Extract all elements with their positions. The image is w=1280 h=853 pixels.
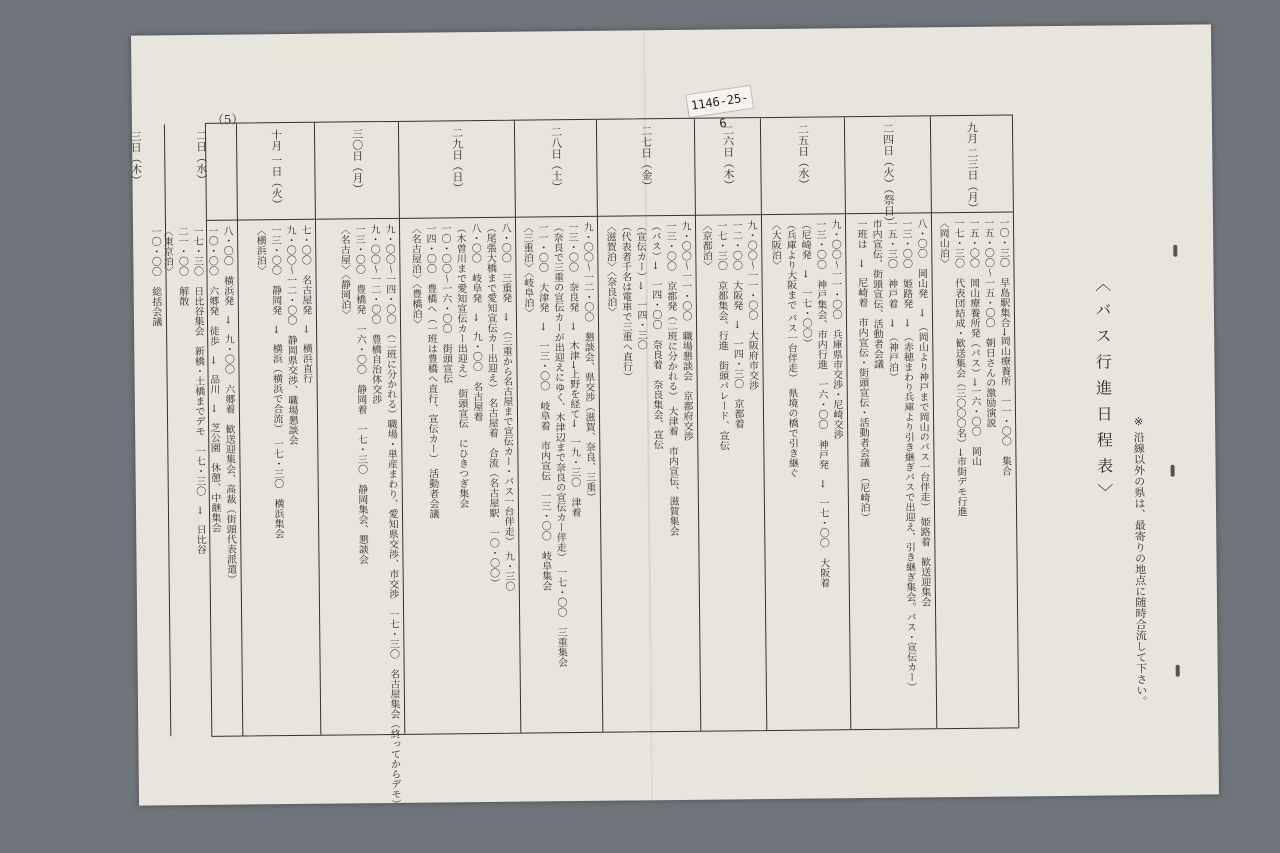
schedule-line: 八・〇〇 岡山発 → （岡山より神戸まで岡山のバス一台伴走） 姫路着 歓送迎集会 <box>914 218 931 607</box>
schedule-cell <box>602 221 696 724</box>
date-cell <box>315 128 399 213</box>
schedule-line: 一七・三〇 京都集会、行進 街頭パレード、宣伝 <box>714 220 729 451</box>
schedule-line: 一三・〇〇 神戸集会、市内行進 一六・〇〇 神戸発 → 一七・〇〇 大阪着 <box>813 219 829 588</box>
day-column <box>596 119 700 732</box>
schedule-line: 一四・〇〇 豊橋へ（一班は豊橋へ直行、宣伝カー） 活動者会議 <box>423 223 439 519</box>
schedule-line: 一五・三〇 神戸着 → （神戸泊） <box>884 218 898 383</box>
day-column <box>844 116 936 729</box>
date-label: 二五日（水） <box>796 123 811 190</box>
schedule-line: 一二・〇〇 大阪発 → 一四・三〇 京都着 <box>729 220 744 429</box>
schedule-line: 一班は → 尼崎着 市内宣伝・街頭宣伝・活動者会議 （尼崎泊） <box>854 218 870 523</box>
schedule-line: 九・〇〇〜一二・〇〇 懇談会、県交渉（滋賀、奈良、三重） <box>580 221 595 502</box>
schedule-line: 〈岡山泊〉 <box>936 218 949 269</box>
date-label: 二日（水） <box>194 129 209 186</box>
schedule-line: 一五・〇〇〜一五・〇〇 朝日さんの激励演説 <box>981 217 996 428</box>
schedule-line: 八・〇〇 横浜発 → 九・〇〇 六郷着 歓送迎集会、高裁（街頭代表派遣） <box>220 225 236 585</box>
day-column <box>106 124 170 737</box>
schedule-line: 〈東京泊〉 <box>160 226 173 277</box>
schedule-cell <box>700 220 762 723</box>
day-column <box>398 121 520 734</box>
punch-hole <box>1176 665 1180 677</box>
day-column <box>160 124 242 737</box>
schedule-cell <box>242 225 316 728</box>
schedule-line: 二一・〇〇 解散 <box>175 226 188 307</box>
day-column <box>760 117 850 730</box>
schedule-line: 一三・〇〇 京都発（二班に分かれる） 大津着 市内宣伝、滋賀集会 <box>663 220 679 537</box>
punch-hole <box>1173 245 1177 257</box>
schedule-cell <box>160 225 238 729</box>
schedule-line: （代表者千名は電車で三重へ直行） <box>618 221 632 382</box>
schedule-line: （尾張大橋まで愛知宣伝カー出迎え） 名古屋着 合流（名古屋駅 一〇・〇〇） <box>483 222 499 588</box>
page-mark: （5） <box>211 112 244 127</box>
schedule-line: （尼崎発 → 一七・〇〇） <box>798 219 812 349</box>
schedule-line: 〈横浜泊〉 <box>253 225 266 276</box>
schedule-line: 一〇・〇〇 六郷発 徒歩 → 品川 → 芝公園 休憩、中継集会 <box>205 225 221 533</box>
schedule-line: 〈京都泊〉 <box>699 220 712 271</box>
schedule-cell <box>936 217 1014 720</box>
schedule-line: 〈名古屋泊〉〈豊橋泊〉 <box>408 223 422 329</box>
date-cell <box>515 126 597 211</box>
date-label: 三日（木） <box>128 130 143 186</box>
date-label: 二八日（土） <box>549 126 564 193</box>
schedule-line: 一〇・〇〇 総括会議 <box>148 226 162 327</box>
day-column <box>694 118 766 731</box>
date-label: 二七日（金） <box>639 125 654 192</box>
schedule-line: （木曽川まで愛知宣伝カー出迎え） 街頭宣伝 にひきつぎ集会 <box>453 223 468 509</box>
date-cell <box>165 130 237 215</box>
schedule-line: 〈滋賀泊〉〈奈良泊〉 <box>603 221 616 317</box>
schedule-line: （奈良で三重の宣伝カーが出迎えにゆく、木津辺まで奈良の宣伝カー伴走） 一七・〇〇 三重集会 <box>550 222 567 668</box>
schedule-line: 市内宣伝、街頭宣伝、活動者会議 <box>869 218 883 369</box>
schedule-line: 一七・三〇 代表団結成・歓送集会（三〇〇〇名）→市街デモ行進 <box>951 217 967 517</box>
schedule-line: （バス）→ 一四・〇〇 奈良着 奈良集会、宣伝 <box>648 221 663 450</box>
schedule-cell <box>850 218 932 721</box>
schedule-line: 一七・三〇 日比谷集会 新橋・土橋までデモ 一七・三〇 → 日比谷 <box>190 225 206 555</box>
schedule-line: 一三・〇〇 豊橋発 一六・〇〇 静岡着 一七・三〇 静岡集会、懇談会 <box>352 224 368 565</box>
schedule-line: 一〇・三〇 早島駅集合→岡山療養所 一一・〇〇 集合 <box>996 217 1011 476</box>
schedule-line: 一五・〇〇 岡山療養所発（バス）→一六・〇〇 岡山 <box>966 217 981 467</box>
date-cell <box>845 122 931 228</box>
schedule-line: 七・〇〇 名古屋発 → 横浜直行 <box>298 224 312 384</box>
date-cell <box>597 125 695 210</box>
schedule-line: 一三・〇〇 奈良発 → 木津→上野を経て→ 一九・三〇 津着 <box>565 222 581 518</box>
day-column <box>514 120 602 733</box>
date-cell <box>399 127 515 212</box>
schedule-cell <box>766 219 846 722</box>
date-cell <box>237 129 315 214</box>
date-cell <box>695 124 761 209</box>
route-note: ※ 沿線以外の県は、最寄りの地点に随時合流して下さい。 <box>1132 415 1149 707</box>
schedule-line: 九・〇〇〜一一・〇〇 兵庫県市交渉・尼崎交渉 <box>828 219 843 440</box>
day-column <box>236 123 320 736</box>
date-label: 三〇日（月） <box>350 128 365 195</box>
schedule-cell <box>320 223 401 810</box>
date-label: 二六日（木） <box>721 124 736 191</box>
schedule-line: 九・〇〇〜一二・〇〇 静岡県交渉、職場懇談会 <box>283 224 298 446</box>
schedule-line: 九・〇〇〜一一・〇〇 大阪府市交渉 <box>744 220 758 391</box>
document-title: 〈バス行進日程表〉 <box>1092 275 1115 510</box>
schedule-line: （宣伝カー）→ 一四・三〇 <box>633 221 647 350</box>
title-area <box>1032 115 1188 737</box>
day-column <box>930 115 1018 728</box>
schedule-cell <box>111 226 166 728</box>
schedule-line: 八・〇〇 岐阜発 → 九・〇〇 名古屋着 <box>468 223 483 422</box>
date-label: 十月 一日（火） <box>269 129 284 210</box>
schedule-table <box>128 114 1019 810</box>
date-cell <box>761 123 845 208</box>
schedule-line: 九・〇〇〜一四・〇〇 （二班に分かれる）職場・単産まわり、愛知県交渉、市交渉 一七・三〇 名古屋集会（終ってからデモ） <box>382 223 401 810</box>
schedule-line: 八・〇〇 三重発 → （三重から名古屋まで宣伝カー・バス一台伴走） 九・三〇 <box>498 222 514 592</box>
date-label: 二九日（日） <box>450 127 465 194</box>
schedule-line: 一三・〇〇 静岡発 → 横浜（横浜で合流） 一七・三〇 横浜集会 <box>268 225 284 539</box>
schedule-line: （兵庫より大阪まで バス一台伴走） 県境の橋で引き継ぐ <box>783 219 798 479</box>
date-label: 九月 二三日（月） <box>965 121 980 214</box>
day-column <box>314 122 404 810</box>
schedule-line: 〈三重泊〉〈岐阜泊〉 <box>520 222 533 318</box>
schedule-line: 〈名古屋〉〈静岡泊〉 <box>337 224 350 320</box>
date-cell <box>106 130 165 215</box>
schedule-line: 一一・〇〇 大津発 → 一三・〇〇 岐阜着 市内宣伝 一三・〇〇 岐阜集会 <box>535 222 551 591</box>
schedule-cell <box>404 223 516 726</box>
schedule-line: 一〇・〇〇〜一六・〇〇 街頭宣伝 <box>438 223 452 384</box>
schedule-cell <box>520 222 598 725</box>
schedule-line: 一三・〇〇 姫路発 → （赤穂まわり兵庫より引き継ぎバスで出迎え、引き継ぎ集会。バス・宣伝カー） <box>899 218 916 692</box>
document-sheet <box>128 24 1219 810</box>
date-label: 二四日（火）（祭日） <box>881 122 896 228</box>
schedule-line: 九・〇〇〜一二・〇〇 豊橋自治体交渉 <box>367 224 381 405</box>
schedule-line: 九・〇〇〜一一・〇〇 職場懇談会 京都府交渉 <box>678 220 693 441</box>
schedule-line: 〈大阪泊〉 <box>768 219 781 271</box>
punch-hole <box>1171 465 1175 477</box>
archive-number-stamp: 1146-25-6 <box>685 85 754 119</box>
date-cell <box>931 121 1013 214</box>
